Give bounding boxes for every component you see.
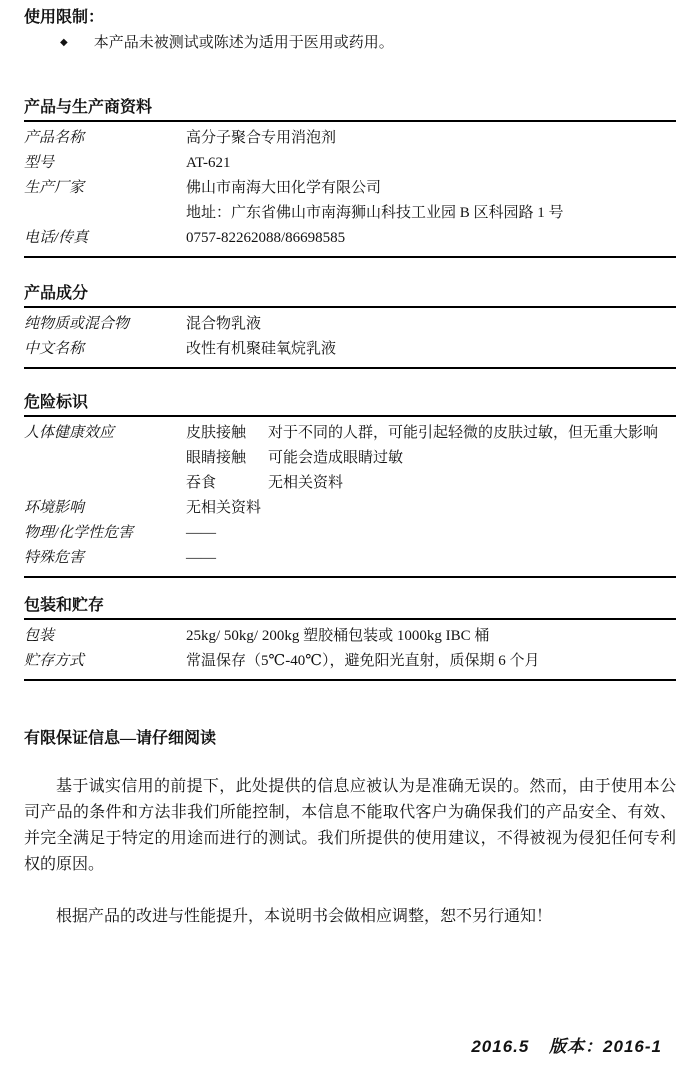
row-value: 无相关资料 (186, 500, 262, 516)
row-label: 特殊危害 (24, 550, 85, 566)
table-row (24, 337, 676, 362)
packaging-table (24, 620, 676, 679)
row-label: 中文名称 (24, 341, 85, 357)
row-value: —— (186, 525, 216, 541)
hazard-identification-section (24, 393, 676, 578)
version-footer (471, 1032, 662, 1057)
row-value: 佛山市南海大田化学有限公司 (186, 180, 382, 196)
table-row (24, 226, 676, 251)
table-row (24, 176, 676, 201)
row-label (24, 201, 186, 226)
row-value: 25kg/ 50kg/ 200kg 塑胶桶包装或 1000kg IBC 桶 (186, 628, 490, 644)
row-value: 对于不同的人群，可能引起轻微的皮肤过敏，但无重大影响 (268, 425, 659, 441)
usage-bullet-item (24, 32, 676, 54)
footer-date: 2016.5 (471, 1037, 530, 1056)
row-label: 纯物质或混合物 (24, 316, 130, 332)
product-info-section (24, 98, 676, 258)
table-row (24, 649, 676, 674)
row-value: —— (186, 550, 216, 566)
table-row (24, 151, 676, 176)
warranty-title: 有限保证信息—请仔细阅读 (24, 730, 217, 747)
table-row (24, 421, 676, 446)
composition-table (24, 308, 676, 367)
row-value: 改性有机聚硅氧烷乳液 (186, 341, 337, 357)
table-row (24, 624, 676, 649)
warranty-paragraph: 基于诚实信用的前提下，此处提供的信息应被认为是准确无误的。然而，由于使用本公司产品的条件和方法非我们所能控制，本信息不能取代客户为确保我们的产品安全、有效、并完全满足于特定的用途而进行的测试。我们所提供的使用建议，不得被视为侵犯任何专利权的原因。 (24, 778, 676, 873)
table-row (24, 446, 676, 471)
product-info-title: 产品与生产商资料 (24, 99, 153, 116)
row-value: AT-621 (186, 155, 231, 171)
packaging-storage-section (24, 596, 676, 681)
composition-title: 产品成分 (24, 285, 89, 302)
row-value: 常温保存（5℃-40℃），避免阳光直射，质保期 6 个月 (186, 653, 540, 669)
row-value: 无相关资料 (268, 475, 344, 491)
row-label: 型号 (24, 155, 55, 171)
hazard-table (24, 417, 676, 576)
table-row (24, 126, 676, 151)
row-value: 地址：广东省佛山市南海狮山科技工业园 B 区科园路 1 号 (186, 205, 564, 221)
table-row (24, 471, 676, 496)
diamond-bullet-icon: ◆ (60, 37, 68, 48)
product-info-table (24, 122, 676, 256)
packaging-storage-title: 包装和贮存 (24, 597, 105, 614)
row-label: 贮存方式 (24, 653, 85, 669)
table-row (24, 521, 676, 546)
usage-restriction-text: 本产品未被测试或陈述为适用于医用或药用。 (93, 35, 394, 51)
row-label: 产品名称 (24, 130, 85, 146)
section-divider (24, 576, 676, 578)
section-divider (24, 256, 676, 258)
table-row (24, 496, 676, 521)
row-value: 可能会造成眼睛过敏 (268, 450, 404, 466)
row-sublabel: 眼睛接触 (186, 450, 247, 466)
row-value: 0757-82262088/86698585 (186, 230, 346, 246)
row-sublabel: 吞食 (186, 475, 217, 491)
row-label: 人体健康效应 (24, 425, 115, 441)
row-label: 电话/传真 (24, 230, 89, 246)
row-label (24, 446, 186, 471)
section-divider (24, 679, 676, 681)
table-row (24, 546, 676, 571)
row-label: 物理/化学性危害 (24, 525, 134, 541)
table-row (24, 312, 676, 337)
composition-section (24, 284, 676, 369)
footer-version: 版本：2016-1 (549, 1037, 662, 1056)
hazard-identification-title: 危险标识 (24, 394, 89, 411)
usage-restrictions-title: 使用限制： (24, 9, 105, 26)
row-label: 生产厂家 (24, 180, 85, 196)
usage-restrictions-section (24, 8, 676, 54)
warranty-paragraph: 根据产品的改进与性能提升，本说明书会做相应调整，恕不另行通知！ (56, 908, 553, 925)
row-label: 包装 (24, 628, 55, 644)
row-sublabel: 皮肤接触 (186, 425, 247, 441)
row-value: 高分子聚合专用消泡剂 (186, 130, 337, 146)
section-divider (24, 367, 676, 369)
row-value: 混合物乳液 (186, 316, 262, 332)
table-row (24, 201, 676, 226)
row-label (24, 471, 186, 496)
warranty-section (24, 729, 676, 930)
row-label: 环境影响 (24, 500, 85, 516)
